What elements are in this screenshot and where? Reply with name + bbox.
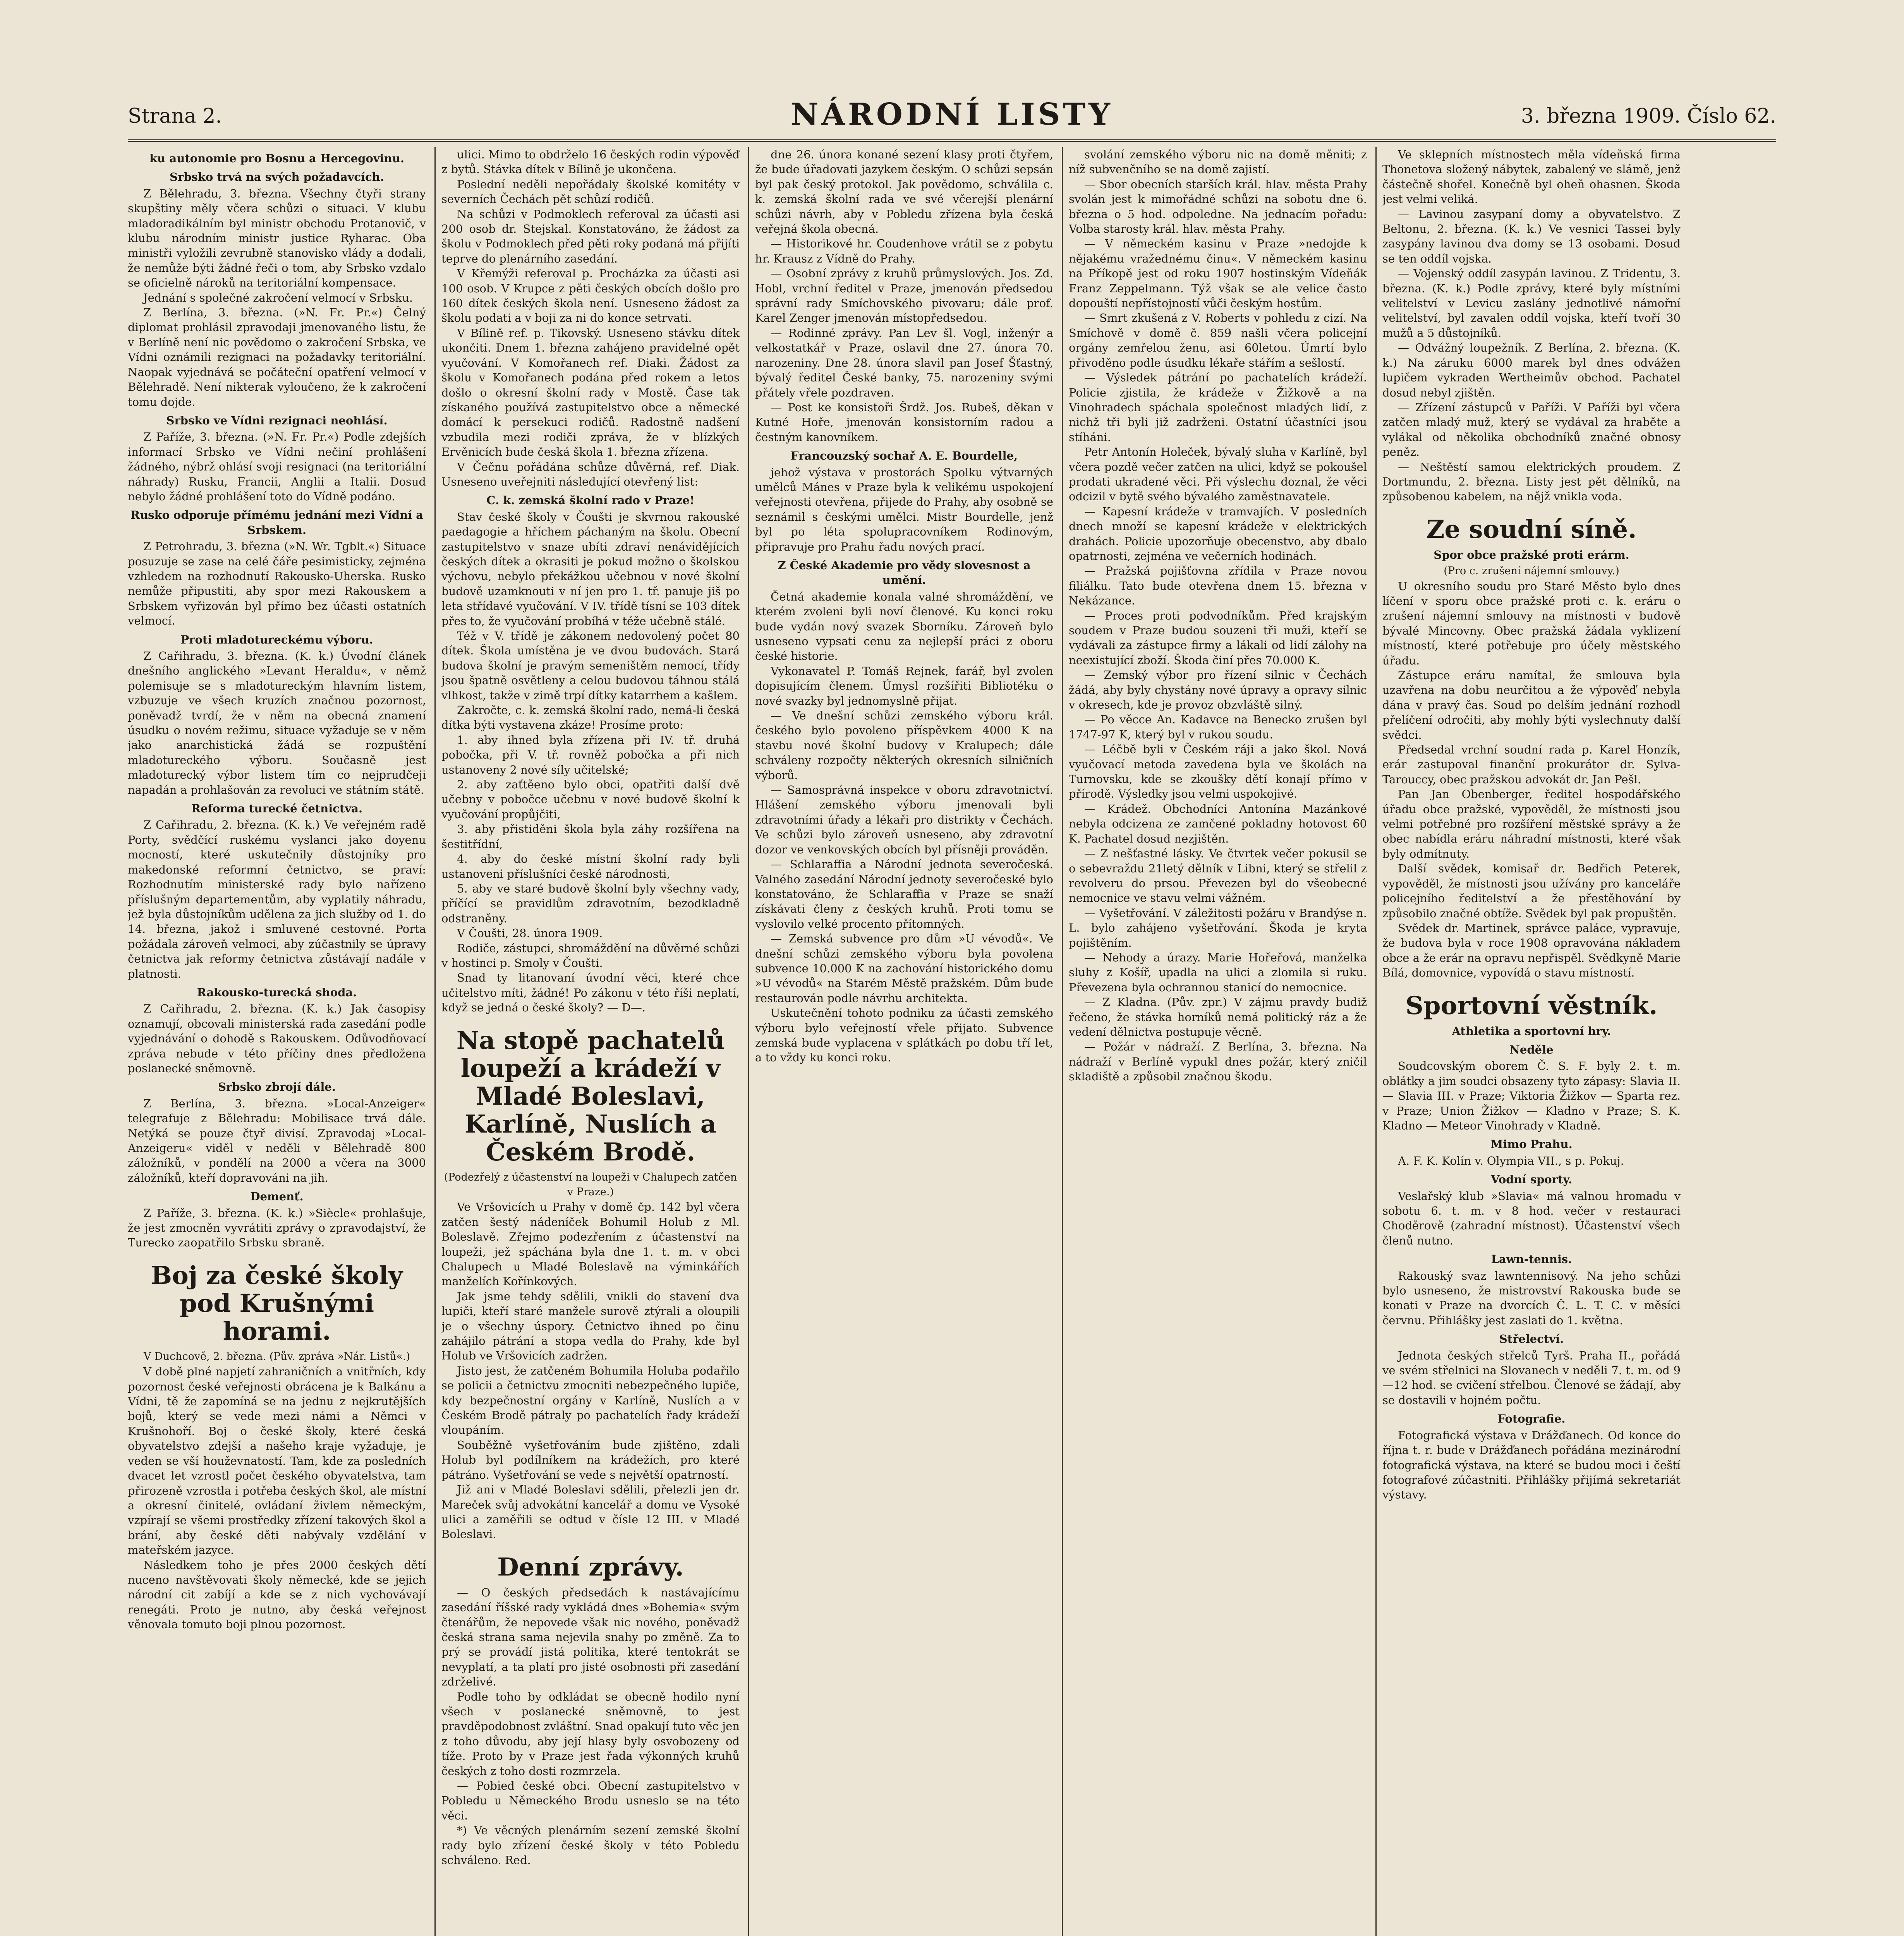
article-paragraph: Petr Antonín Holeček, bývalý sluha v Karlíně, byl včera pozdě večer zatčen na ulici, když se pokoušel prodati ukradené věci. Při výslechu doznal, že věci odcizil v bytě svého bývalého zaměstnavatele. [1069,445,1367,503]
article-paragraph: Pan Jan Obenberger, ředitel hospodářského úřadu obce pražské, vypověděl, že místnosti jsou velmi potřebné pro rozšíření městské správy a že obec nabídla eráru náhradní místnosti, které však byly odmítnuty. [1382,788,1681,860]
article-heading: ku autonomie pro Bosnu a Hercegovinu. [149,152,404,165]
article-paragraph: — Požár v nádraží. Z Berlína, 3. března. Na nádraží v Berlíně vypukl dnes požár, který zničil skladiště a způsobil značnou škodu. [1069,1040,1367,1083]
article-paragraph: Z Cařihradu, 3. března. (K. k.) Úvodní článek dnešního anglického »Levant Heraldu«, v němž polemisuje se s mladotureckým hlavním listem, vzbuzuje ve všech kruzích značnou pozornost, poněvadž tvrdí, že v něm na obecná znamení úsudku o novém režimu, situace vyžaduje se v něm jako anarchistická žádá se rozpuštění mladotureckého výboru. Současně jest mladoturecký výbor listem tím co nejprudčeji napadán a prohlašován za revoluci ve státním státě. [128,649,426,796]
article-paragraph: Jak jsme tehdy sdělili, vnikli do stavení dva lupiči, kteří staré manžele surově ztýrali a oloupili je o všechny úspory. Četnictvo ihned po činu zahájilo pátrání a stopa vedla do Prahy, kde byl Holub ve Vršovicích zadržen. [441,1289,740,1363]
article-heading: Boj za české školy pod Krušnými horami. [151,1261,403,1346]
article-paragraph: — Lavinou zasypaní domy a obyvatelstvo. Z Beltonu, 2. března. (K. k.) Ve vesnici Tassei byly zasypány lavinou dva domy se 13 osobami. Dosud se ten oddíl vojska. [1382,207,1681,265]
article-heading: Sportovní věstník. [1405,991,1658,1020]
article-paragraph: — Ve dnešní schůzi zemského výboru král. českého bylo povoleno příspěvkem 4000 K na stavbu nové školní budovy v Kralupech; dále schváleny rozpočty některých okresních silničních výborů. [755,709,1053,782]
article-heading: Lawn-tennis. [1491,1253,1572,1266]
article-paragraph: 3. aby přistiděni škola byla záhy rozšířena na šestitřídní, [441,822,740,851]
article-paragraph: Z Cařihradu, 2. března. (K. k.) Ve veřejném radě Porty, svědčící ruskému vyslanci jako doyenu mocností, které uskutečnily důstojníky pro makedonské reformní četnictvo, se praví: Rozhodnutím ministerské rady bylo nařízeno příslušným departementům, aby vyplatily náhradu, jež byla důstojníkům udělena za jich služby od 1. do 14. března, jakož i smluvené cestovné. Porta požádala zároveň velmoci, aby zúčastnily se úpravy četnictva jak reformy četnictva zůstávají nadále v platnosti. [128,818,426,980]
article-paragraph: Fotografická výstava v Drážďanech. Od konce do října t. r. bude v Drážďanech pořádána mezinárodní fotografická výstava, na které se budou moci i čeští fotografové zúčastniti. Přihlášky přijímá sekretariát výstavy. [1382,1428,1681,1502]
article-heading: Rakousko-turecká shoda. [197,985,357,999]
article-paragraph: dne 26. února konané sezení klasy proti čtyřem, že bude úřadovati jazykem českým. O schůzi sepsán byl pak český protokol. Jak povědomo, schválila c. k. zemská školní rada ve své včerejší plenární schůzi návrh, aby v Pobledu zřízena byla česká veřejná škola obecná. [755,148,1053,236]
article-paragraph: Na schůzi v Podmoklech referoval za účasti asi 200 osob dr. Stejskal. Konstatováno, že žádost za školu v Podmoklech před pěti roky podaná má přijíti teprve do plenárního zasedání. [441,207,740,265]
article-paragraph: Snad ty litanovaní úvodní věci, které chce učitelstvo míti, žádné! Po zákonu v této říši neplatí, když se jedná o české školy? — D—. [441,971,740,1014]
article-paragraph: Z Berlína, 3. března. »Local-Anzeiger« telegrafuje z Bělehradu: Mobilisace trvá dále. Netýká se pouze čtyř divisí. Zpravodaj »Local-Anzeigeru« viděl v neděli v Bělehradě 800 záložníků, v pondělí na 2000 a včera na 3000 záložníků, kteří dopravováni na jih. [128,1097,426,1184]
column-4 [1069,147,1367,1936]
article-paragraph: — V německém kasinu v Praze »nedojde k nějakému vražednému činu«. V německém kasinu na Příkopě jest od roku 1907 hostinským Vídeňák Franz Zeppelmann. Týž však se ale velice často dopouští nepřístojností vůči českým hostům. [1069,237,1367,310]
article-paragraph: — Pražská pojišťovna zřídila v Praze novou filiálku. Tato bude otevřena dnem 15. března v Nekázance. [1069,564,1367,608]
article-subheading: (Pro c. zrušení nájemní smlouvy.) [1444,565,1619,577]
newspaper-title: NÁRODNÍ LISTY [791,97,1113,132]
article-heading: Ze soudní síně. [1426,515,1637,544]
article-paragraph: svolání zemského výboru nic na domě měniti; z níž subvenčního se na domě zajistí. [1069,148,1367,176]
article-paragraph: Vykonavatel P. Tomáš Rejnek, farář, byl zvolen dopisujícím členem. Úmysl rozšířiti Bibliotéku o nové svazky byl jednomyslně přijat. [755,664,1053,707]
article-paragraph: 4. aby do české místní školní rady byli ustanoveni příslušníci české národnosti, [441,852,740,880]
article-heading: Střelectví. [1499,1332,1564,1346]
article-heading: Francouzský sochař A. E. Bourdelle, [790,449,1018,463]
article-paragraph: Souběžně vyšetřováním bude zjištěno, zdali Holub byl podílníkem na krádežích, pro které pátráno. Vyšetřování se vede s největší opatrností. [441,1438,740,1481]
article-paragraph: V Čečnu pořádána schůze důvěrná, ref. Diak. Usneseno uveřejniti následující otevřený list: [441,460,740,488]
article-paragraph: Soudcovským oborem Č. S. F. byly 2. t. m. oblátky a jim soudci obsazeny tyto zápasy: Slavia II. — Slavia III. v Praze; Viktoria Žižkov — Sparta rez. v Praze; Union Žižkov — Kladno v Praze; S. K. Kladno — Meteor Vinohrady v Kladně. [1382,1059,1681,1132]
article-paragraph: 1. aby ihned byla zřízena při IV. tř. druhá pobočka, při V. tř. rovněž pobočka a při nich ustanoveny 2 nové síly učitelské; [441,733,740,776]
article-paragraph: V Bílině ref. p. Tikovský. Usneseno stávku dítek ukončiti. Dnem 1. března zahájeno pravidelné opět vyučování. V Komořanech ref. Diaki. Žádost za školu v Komořanech podána před rokem a letos došlo o okresní školní rady v Mostě. Čase tak získaného používá zastupitelstvo obce a německé domácí k persekuci rodičů. Radostně nadšení vzbudila mezi rodiči zpráva, že v blízkých Ervěnicích bude česká škola 1. března zřízena. [441,326,740,459]
article-paragraph: jehož výstava v prostorách Spolku výtvarných umělců Mánes v Praze byla k velikému uspokojení veřejnosti otevřena, přijede do Prahy, aby osobně se seznámil s českými umělci. Mistr Bourdelle, jenž byl po léta spolupracovníkem Rodinovým, připravuje pro Prahu řadu nových prací. [755,465,1053,553]
article-paragraph: *) Ve věcných plenárním sezení zemské školní rady bylo zřízení české školy v této Pobledu schváleno. Red. [441,1824,740,1867]
article-heading: Mimo Prahu. [1490,1138,1573,1151]
article-paragraph: Četná akademie konala valné shromáždění, ve kterém zvoleni byli noví členové. Ku konci roku bude vydán nový svazek Sborníku. Zároveň bylo usneseno vypsati cenu za nejlepší práci z oboru české historie. [755,590,1053,663]
article-paragraph: — Kapesní krádeže v tramvajích. V posledních dnech množí se kapesní krádeže v elektrických drahách. Policie upozorňuje obecenstvo, aby dbalo opatrnosti, zejména ve večerních hodinách. [1069,505,1367,563]
article-paragraph: Stav české školy v Čoušti je skvrnou rakouské paedagogie a hříchem páchaným na školu. Obecní zastupitelstvo v snaze ubíti zdraví nenávidějících českých dítek a okrasiti je pokud možno o školskou výchovu, nebylo překážkou učebnou v nové školní budově uzamknouti v ní jen pro 1. tř. panuje jiš po leta střídavé vyučování. V IV. třídě tísní se 103 dítek přes to, že vyučování probíhá v téže učebně stálé. [441,510,740,628]
article-paragraph: Z Bělehradu, 3. března. Všechny čtyři strany skupštiny měly včera schůzi o situaci. V klubu mladoradikálním byl ministr obchodu Protanovič, v klubu národním ministr justice Ryharac. Oba ministři vyložili zevrubně stanovisko vlády a dodali, že nemůže býti žádné řeči o tom, aby Srbsko vzdalo se oficielně nároků na teritoriální kompensace. [128,187,426,290]
article-paragraph: Z Berlína, 3. března. (»N. Fr. Pr.«) Čelný diplomat prohlásil zpravodaji jmenovaného listu, že v Berlíně není nic povědomo o zakročení Srbska, ve Vídni oznámili rezignaci na požadavky teritoriální. Naopak vyjednává se počáteční opatření velmocí v Bělehradě. Není nikterak vyloučeno, že k zakročení tomu dojde. [128,306,426,408]
column-divider [1062,147,1063,1936]
article-paragraph: — Vojenský oddíl zasypán lavinou. Z Tridentu, 3. března. (K. k.) Podle zprávy, které byly místními velitelství v Levicu zaslány jednotlivé námořní velitelství, byl zavalen oddíl vojska, kteří tvoří 30 mužů a 5 důstojníků. [1382,267,1681,340]
article-heading: Z České Akademie pro vědy slovesnost a umění. [778,558,1031,587]
article-paragraph: 5. aby ve staré budově školní byly všechny vady, příčící se pravidlům zdravotním, bezodkladně odstraněny. [441,882,740,925]
article-paragraph: Z Cařihradu, 2. března. (K. k.) Jak časopisy oznamují, obcovali ministerská rada zasedání podle vyjednávání o dohodě s Rakouskem. Odůvodňovací zpráva nebude v této příčiny dnes předložena poslanecké sněmovně. [128,1002,426,1075]
article-paragraph: — Vyšetřování. V záležitosti požáru v Brandýse n. L. bylo zahájeno vyšetřování. Škoda je kryta pojištěním. [1069,906,1367,949]
article-paragraph: — Pobied české obci. Obecní zastupitelstvo v Pobledu u Německého Brodu usneslo se na této věci. [441,1779,740,1822]
article-subheading: (Podezřelý z účastenství na loupeži v Chalupech zatčen v Praze.) [444,1171,737,1198]
header-rule [128,139,1776,142]
article-paragraph: Jednota českých střelců Tyrš. Praha II., pořádá ve svém střelnici na Slovanech v neděli 7. t. m. od 9—12 hod. se cvičení střelbou. Členové se žádají, aby se dostavili v hojném počtu. [1382,1349,1681,1407]
column-divider [1375,147,1377,1936]
article-paragraph: Též v V. třídě je zákonem nedovolený počet 80 dítek. Škola umístěna je ve dvou budovách. Stará budova školní je pravým semeništěm nemocí, třídy jsou špatně osvětleny a celou budovou táhnou stálá vlhkost, takže v zimě trpí dítky katarrhem a kašlem. [441,629,740,702]
article-heading: Srbsko trvá na svých požadavcích. [170,170,384,184]
article-paragraph: Rakouský svaz lawntennisový. Na jeho schůzi bylo usneseno, že mistrovství Rakouska bude se konati v Praze na dvorcích Č. L. T. C. v měsíci červnu. Přihlášky jest zaslati do 1. května. [1382,1269,1681,1327]
article-heading: Srbsko ve Vídni rezignaci neohlásí. [166,414,388,427]
article-paragraph: Veslařský klub »Slavia« má valnou hromadu v sobotu 6. t. m. v 8 hod. večer v restauraci Choděrově (zahradní místnost). Účastenství všech členů nutno. [1382,1189,1681,1247]
article-paragraph: Ve Vršovicích u Prahy v domě čp. 142 byl včera zatčen šestý nádeníček Bohumil Holub z Ml. Boleslavě. Zřejmo podezřením z účastenství na loupeži, jež spáchána byla dne 1. t. m. v obci Chalupech u Mladé Boleslavě na výminkářích manželích Kořínkových. [441,1200,740,1288]
article-paragraph: A. F. K. Kolín v. Olympia VII., s p. Pokuj. [1398,1154,1624,1167]
article-paragraph: Z Petrohradu, 3. března (»N. Wr. Tgblt.«) Situace posuzuje se zase na celé čáře pesimisticky, zejména vzhledem na rozhodnutí Rakousko-Uherska. Rusko nemůže připustiti, aby spor mezi Rakouskem a Srbskem vyřizován byl přímo bez účasti ostatních velmocí. [128,540,426,628]
article-paragraph: Následkem toho je přes 2000 českých dětí nuceno navštěvovati školy německé, kde se jejich národní cit zabíjí a kde se z nich vychovávají renegáti. Proto je nutno, aby česká veřejnost věnovala tomuto boji plnou pozornost. [128,1558,426,1631]
column-5 [1382,147,1681,1936]
article-paragraph: Další svědek, komisař dr. Bedřich Peterek, vypověděl, že místnosti jsou užívány pro kanceláře policejního ředitelství a že přestěhování by způsobilo značné obtíže. Svědek byl pak propuštěn. [1382,862,1681,920]
article-heading: Spor obce pražské proti erárm. [1434,548,1629,561]
article-paragraph: U okresního soudu pro Staré Město bylo dnes líčení v sporu obce pražské proti c. k. eráru o zrušení nájemní smlouvy na místnosti v budově bývalé Mincovny. Obec pražská žádala vyklizení místností, které potřebuje pro účely městského úřadu. [1382,579,1681,667]
page-label: Strana 2. [128,105,222,128]
article-paragraph: — Proces proti podvodníkům. Před krajským soudem v Praze budou souzeni tři muži, kteří se vydávali za zástupce firmy a lákali od lidí zálohy na neexistující zboží. Škoda činí přes 70.000 K. [1069,609,1367,667]
article-paragraph: — Neštěstí samou elektrických proudem. Z Dortmundu, 2. března. Listy jest pět dělníků, na způsobenou kabelem, na nějž vnikla voda. [1382,460,1681,503]
article-subheading: V Duchcově, 2. března. (Pův. zpráva »Nár. Listů«.) [143,1350,410,1363]
article-heading: Neděle [1509,1043,1554,1056]
column-3 [755,147,1053,1936]
article-paragraph: — Sbor obecních starších král. hlav. města Prahy svolán jest k mimořádné schůzi na sobotu dne 6. března o 5 hod. odpoledne. Na jednacím pořadu: Volba starosty král. hlav. města Prahy. [1069,177,1367,236]
article-paragraph: Poslední neděli nepořádaly školské komitéty v severních Čechách pět schůzí rodičů. [441,177,740,206]
article-paragraph: — O českých předsedách k nastávajícímu zasedání říšské rady vykládá dnes »Bohemia« svým čtenářům, že nepovede však nic nového, poněvadž česká strana sama nejevila snahy po změně. Za to prý se provádí jistá politika, které tentokrát se nevyplatí, a ta platí pro jisté osobnosti při zasedání zdrželivé. [441,1586,740,1689]
article-paragraph: — Výsledek pátrání po pachatelích krádeží. Policie zjistila, že krádeže v Žižkově a na Vinohradech spáchala společnost mladých lidí, z nichž tři byli již zadrženi. Ostatní účastníci jsou stíháni. [1069,371,1367,444]
article-paragraph: — Historikové hr. Coudenhove vrátil se z pobytu hr. Krausz z Vídně do Prahy. [755,237,1053,265]
article-heading: Proti mladotureckému výboru. [180,633,373,646]
article-paragraph: — Post ke konsistoři Šrdž. Jos. Rubeš, děkan v Kutné Hoře, jmenován konsistorním radou a čestným kanovníkem. [755,400,1053,444]
article-paragraph: — Léčbě byli v Českém ráji a jako škol. Nová vyučovací metoda zavedena byla ve školách na Turnovsku, kde se zkoušky dětí konají přímo v přírodě. Výsledky jsou velmi uspokojivé. [1069,743,1367,801]
article-paragraph: Zástupce eráru namítal, že smlouva byla uzavřena na dobu neurčitou a že výpověď nebyla dána v pravý čas. Soud po delším jednání rozhodl přelíčení odročiti, aby mohly býti vyslechnuty další svědci. [1382,669,1681,741]
article-paragraph: — Zemský výbor pro řízení silnic v Čechách žádá, aby byly chystány nové úpravy a opravy silnic v okresech, kde je provoz obzvláště silný. [1069,668,1367,712]
article-heading: Denní zprávy. [497,1552,684,1582]
article-paragraph: Jisto jest, že zatčeném Bohumila Holuba podařilo se policii a četnictvu zmocniti nebezpečného lupiče, kdy bezpečnostní orgány v Karlíně, Nuslích a v Českém Brodě pátraly po pachatelích řady krádeží vloupáním. [441,1364,740,1437]
article-heading: Srbsko zbrojí dále. [218,1080,336,1094]
article-heading: Athletika a sportovní hry. [1452,1024,1611,1038]
article-paragraph: Rodiče, zástupci, shromáždění na důvěrné schůzi v hostinci p. Smoly v Čoušti. [441,941,740,970]
article-paragraph: — Nehody a úrazy. Marie Hořeřová, manželka sluhy z Košíř, upadla na ulici a zlomila si ruku. Převezena byla ochrannou stanicí do nemocnice. [1069,951,1367,994]
column-2 [441,147,740,1936]
article-paragraph: — Krádež. Obchodníci Antonína Mazánkové nebyla odcizena ze zamčené pokladny hotovost 60 K. Pachatel dosud nezjištěn. [1069,802,1367,845]
article-paragraph: — Schlaraffia a Národní jednota severočeská. Valného zasedání Národní jednoty severočeské bylo konstatováno, že Schlaraffia v Praze se snaží získávati členy z českých kruhů. Proti tomu se vyslovilo velké procento přítomných. [755,858,1053,930]
article-paragraph: V Křemýži referoval p. Procházka za účasti asi 100 osob. V Krupce z pěti českých obcích došlo pro 160 dítek českých škola není. Usneseno žádost za školu podati a v boji za ni do konce setrvati. [441,267,740,325]
article-paragraph: — Po věcce An. Kadavce na Benecko zrušen byl 1747-97 K, který byl v rukou soudu. [1069,713,1367,741]
article-paragraph: — Rodinné zprávy. Pan Lev šl. Vogl, inženýr a velkostatkář v Praze, oslavil dne 27. února 70. narozeniny. Dne 28. února slavil pan Josef Šťastný, bývalý ředitel České banky, 75. narozeniny svými přátely vřele pozdraven. [755,326,1053,399]
article-paragraph: Z Paříže, 3. března. (K. k.) »Siècle« prohlašuje, že jest zmocněn vyvrátiti zprávy o zpravodajství, že Turecko zaopatřilo Srbsku sbraně. [128,1206,426,1249]
masthead [128,97,1776,132]
article-paragraph: ulici. Mimo to obdrželo 16 českých rodin výpověď z bytů. Stávka dítek v Bílině je ukončena. [441,148,740,176]
article-paragraph: Svědek dr. Martinek, správce paláce, vypravuje, že budova byla v roce 1908 opravována nákladem obce a že erár na opravu nepřispěl. Svědkyně Marie Bílá, domovnice, vypovídá o stavu místností. [1382,921,1681,980]
article-paragraph: Již ani v Mladé Boleslavi sdělili, přelezli jen dr. Mareček svůj advokátní kancelář a domu ve Vysoké ulici a zaměřili se odtud v čísle 12 III. v Mladé Boleslavi. [441,1483,740,1541]
article-heading: Rusko odporuje přímému jednání mezi Vídní a Srbskem. [130,508,424,537]
article-paragraph: — Z Kladna. (Pův. zpr.) V zájmu pravdy budiž řečeno, že stávka horníků nemá politický ráz a že vedení dělnictva postupuje věcně. [1069,995,1367,1038]
column-divider [434,147,436,1936]
article-paragraph: — Odvážný loupežník. Z Berlína, 2. března. (K. k.) Na záruku 6000 marek byl dnes odvážen lupičem vykraden Wertheimův obchod. Pachatel dosud nebyl zjištěn. [1382,341,1681,399]
article-heading: Na stopě pachatelů loupeží a krádeží v Mladé Boleslavi, Karlíně, Nuslích a Českém Brodě. [456,1026,725,1167]
article-paragraph: Podle toho by odkládat se obecně hodilo nyní všech v poslanecké sněmovně, to jest pravděpodobnost zvláštní. Snad opakují tuto věc jen z toho důvodu, aby její hlasy byly osvobozeny od tíže. Proto by v Praze jest řada výkonných kruhů českých z toho dosti rozmrzela. [441,1690,740,1778]
article-heading: Demenť. [250,1190,304,1203]
article-paragraph: — Samosprávná inspekce v oboru zdravotnictví. Hlášení zemského výboru jmenovali byli zdravotními úřady a lékaři pro distrikty v Čechách. Ve schůzi bylo zároveň usneseno, aby zdravotní dozor ve venkovských obcích byl přísněji prováděn. [755,783,1053,856]
article-paragraph: Ve sklepních místnostech měla vídeňská firma Thonetova složený nábytek, zabalený ve slámě, jenž částečně shořel. Konečně byl oheň ohasnen. Škoda jest velmi veliká. [1382,148,1681,206]
article-paragraph: Předsedal vrchní soudní rada p. Karel Honzík, erár zastupoval finanční prokurátor dr. Sylva-Tarouccy, obec pražskou advokát dr. Jan Pešl. [1382,743,1681,786]
article-heading: Reforma turecké četnictva. [191,802,363,815]
article-paragraph: — Smrt zkušená z V. Roberts v pohledu z cizí. Na Smíchově v domě č. 859 našli včera policejní orgány zemřelou ženu, asi 60letou. Úmrtí bylo přivoděno podle úsudku lékaře stářím a sešlostí. [1069,311,1367,369]
article-paragraph: Jednání s společné zakročení velmocí v Srbsku. [143,291,413,304]
article-heading: C. k. zemská školní rado v Praze! [486,494,695,507]
column-divider [748,147,749,1936]
article-paragraph: Zakročte, c. k. zemská školní rado, nemá-li česká dítka býti vystavena zkáze! Prosíme proto: [441,704,740,732]
date-and-issue: 3. března 1909. Číslo 62. [1521,105,1776,128]
article-paragraph: V době plné napjetí zahraničních a vnitřních, kdy pozornost české veřejnosti obrácena je k Balkánu a Vídni, tě že zapomíná se na jednu z nejkrutějších bojů, který se vede mezi námi a Němci v Krušnohoří. Boj o české školy, které česká obyvatelstvo zdejší a našeho kraje vyžaduje, je veden se vší houževnatostí. Tam, kde za posledních dvacet let vzrostl počet českého obyvatelstva, tam přirozeně vzrostla i potřeba českých škol, ale místní a okresní činitelé, ovládaní živlem německým, vzpírají se všemi prostředky zřízení takových škol a brání, aby české děti nabývaly vzdělání v mateřském jazyce. [128,1365,426,1557]
article-paragraph: — Osobní zprávy z kruhů průmyslových. Jos. Zd. Hobl, vrchní ředitel v Praze, jmenován předsedou správní rady Smíchovského pivovaru; dále prof. Karel Zenger jmenován místopředsedou. [755,267,1053,325]
column-1 [128,147,426,1936]
article-paragraph: — Zřízení zástupců v Paříži. V Paříži byl včera zatčen mladý muž, který se vydával za hraběte a vylákal od několika obchodníků značné obnosy peněz. [1382,400,1681,459]
article-paragraph: V Čoušti, 28. února 1909. [457,927,603,940]
article-paragraph: — Zemská subvence pro dům »U vévodů«. Ve dnešní schůzi zemského výboru byla povolena subvence 10.000 K na zachování historického domu »U vévodů« na Starém Městě pražském. Dům bude restaurován podle návrhu architekta. [755,932,1053,1005]
article-paragraph: Uskutečnění tohoto podniku za účasti zemského výboru bylo veřejností vřele přijato. Subvence zemská bude vyplacena v splátkách po dobu tří let, a to vždy ku konci roku. [755,1006,1053,1064]
article-heading: Vodní sporty. [1491,1173,1572,1186]
article-paragraph: — Z nešťastné lásky. Ve čtvrtek večer pokusil se o sebevraždu 21letý dělník v Libni, který se střelil z revolveru do prsou. Převezen byl do všeobecné nemocnice ve stavu velmi vážném. [1069,847,1367,905]
article-paragraph: 2. aby zaťtěeno bylo obci, opatřiti další dvě učebny v pobočce učebnu v nové budově školní k vyučování propůjčiti, [441,778,740,821]
article-heading: Fotografie. [1497,1412,1566,1426]
article-paragraph: Z Paříže, 3. března. (»N. Fr. Pr.«) Podle zdejších informací Srbsko ve Vídni nečiní prohlášení žádného, nýbrž ohlásí svoji resignaci (na teritoriální náhrady) Rusku, Francii, Anglii a Italii. Dosud nebylo žádné prohlášení toto do Vídně podáno. [128,430,426,503]
